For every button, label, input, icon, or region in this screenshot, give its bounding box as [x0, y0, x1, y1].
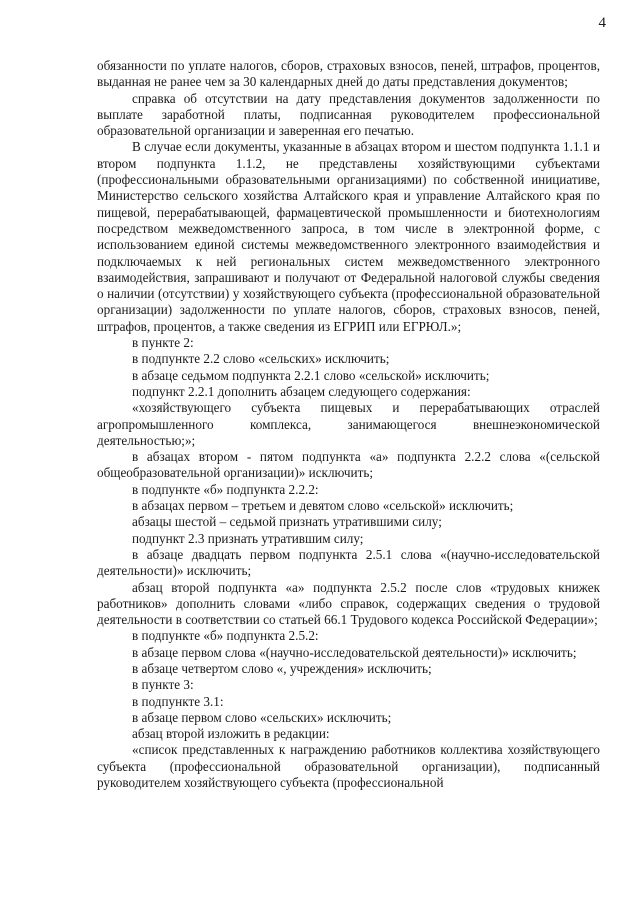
paragraph: абзац второй изложить в редакции: — [132, 726, 330, 742]
paragraph: в абзацах первом – третьем и девятом слово «сельской» исключить; — [132, 498, 514, 514]
paragraph: В случае если документы, указанные в абзацах втором и шестом подпункта 1.1.1 и втором подпункта 1.1.2, не представлены хозяйствующими субъектами (профессиональными образовательными организациями) по собственной инициативе, Министерство сельского хозяйства Алтайского края и управление Алтайского края по пищевой, перерабатывающей, фармацевтической промышленности и биотехнологиям посредством межведомственного запроса, в том числе в электронной форме, с использованием единой системы межведомственного электронного взаимодействия и подключаемых к ней региональных систем межведомственного электронного взаимодействия, запрашивают и получают от Федеральной налоговой службы сведения о наличии (отсутствии) у хозяйствующего субъекта (профессиональной образовательной организации) задолженности по уплате налогов, сборов, страховых взносов, пеней, штрафов, процентов, а также сведения из ЕГРИП или ЕГРЮЛ.»; — [97, 139, 600, 334]
page-number: 4 — [598, 15, 606, 31]
paragraph: в абзаце двадцать первом подпункта 2.5.1 слова «(научно-исследовательской деятельности)» исключить; — [97, 546, 600, 579]
paragraph: подпункт 2.2.1 дополнить абзацем следующего содержания: — [132, 383, 471, 399]
paragraph: абзацы шестой – седьмой признать утратившими силу; — [132, 514, 442, 530]
paragraph: в абзаце четвертом слово «, учреждения» исключить; — [132, 660, 432, 676]
paragraph: «хозяйствующего субъекта пищевых и перерабатывающих отраслей агропромышленного комплекса, занимающегося внешнеэкономической деятельностью;»; — [97, 400, 600, 448]
paragraph: «список представленных к награждению работников коллектива хозяйствующего субъекта (профессиональной образовательной организации), подписанный руководителем хозяйствующего субъекта (профессиональной — [97, 742, 600, 791]
document-body — [97, 58, 600, 791]
paragraph: в абзаце седьмом подпункта 2.2.1 слово «сельской» исключить; — [132, 367, 490, 383]
paragraph: абзац второй подпункта «а» подпункта 2.5.2 после слов «трудовых книжек работников» дополнить словами «либо справок, содержащих сведения о трудовой деятельности в соответствии со статьей 66.1 Трудового кодекса Российской Федерации»; — [97, 579, 600, 628]
paragraph: в абзацах втором - пятом подпункта «а» подпункта 2.2.2 слова «(сельской общеобразовательной организации)» исключить; — [97, 449, 600, 481]
paragraph: в абзаце первом слова «(научно-исследовательской деятельности)» исключить; — [132, 644, 577, 660]
paragraph: справка об отсутствии на дату представления документов задолженности по выплате заработной платы, подписанная руководителем профессиональной образовательной организации и заверенная его печатью. — [97, 90, 600, 139]
paragraph: в подпункте 2.2 слово «сельских» исключить; — [132, 351, 390, 367]
paragraph: в подпункте «б» подпункта 2.2.2: — [132, 481, 319, 497]
paragraph: в абзаце первом слово «сельских» исключить; — [132, 709, 392, 725]
paragraph: в подпункте «б» подпункта 2.5.2: — [132, 628, 319, 644]
paragraph: в пункте 2: — [132, 335, 194, 351]
paragraph: подпункт 2.3 признать утратившим силу; — [132, 530, 364, 546]
paragraph: обязанности по уплате налогов, сборов, страховых взносов, пеней, штрафов, процентов, выданная не ранее чем за 30 календарных дней до даты представления документов; — [97, 58, 600, 90]
paragraph: в пункте 3: — [132, 677, 194, 693]
paragraph: в подпункте 3.1: — [132, 693, 224, 709]
